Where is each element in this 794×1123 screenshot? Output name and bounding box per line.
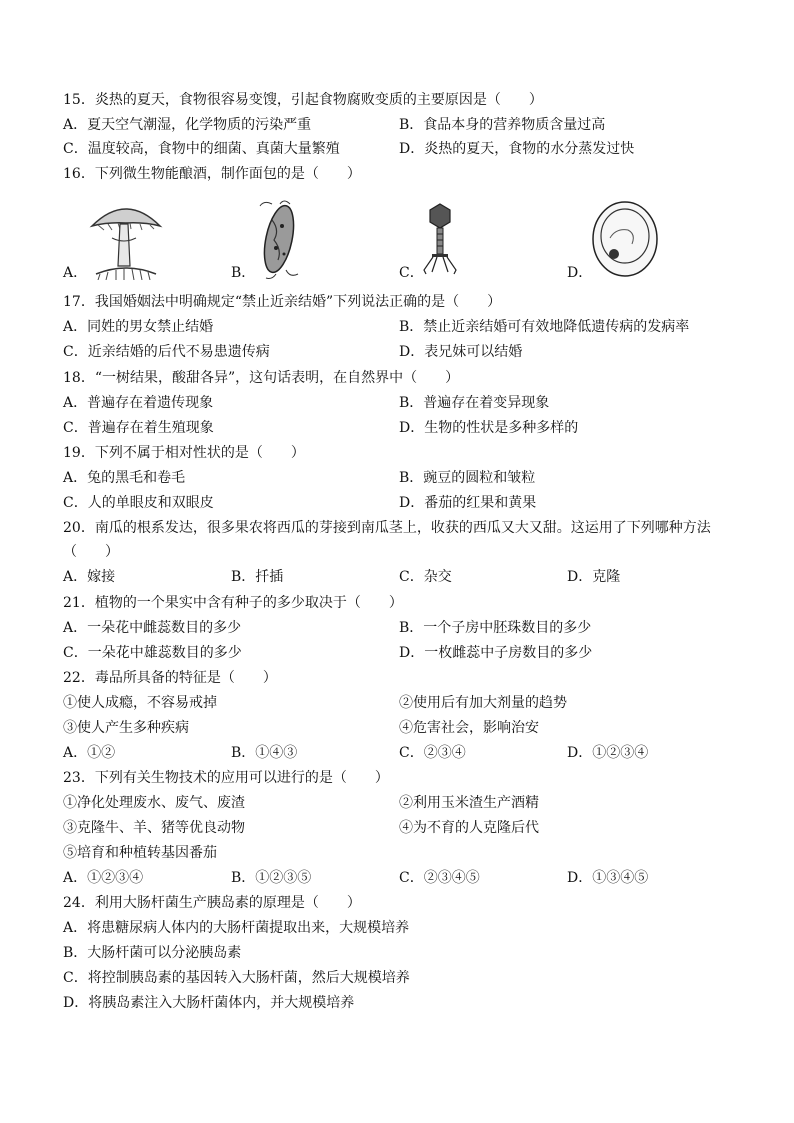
q18-option-b: B．普遍存在着变异现象 <box>399 395 550 411</box>
q22-option-d: D．①②③④ <box>567 745 649 761</box>
question-24-stem: 24．利用大肠杆菌生产胰岛素的原理是（ ） <box>63 895 361 911</box>
q18-option-d: D．生物的性状是多种多样的 <box>399 420 579 436</box>
q22-option-a: A．①② <box>63 745 116 761</box>
q19-option-c: C．人的单眼皮和双眼皮 <box>63 495 214 511</box>
question-17-stem: 17．我国婚姻法中明确规定“禁止近亲结婚”下列说法正确的是（ ） <box>63 294 502 310</box>
question-20-stem-cont: （ ） <box>63 544 119 560</box>
q19-option-a: A．兔的黑毛和卷毛 <box>63 470 186 486</box>
q15-option-c: C．温度较高，食物中的细菌、真菌大量繁殖 <box>63 141 340 157</box>
q21-option-b: B．一个子房中胚珠数目的多少 <box>399 620 592 636</box>
q15-option-d: D．炎热的夏天，食物的水分蒸发过快 <box>399 141 635 157</box>
q23-option-a: A．①②③④ <box>63 870 144 886</box>
question-18-stem: 18．“一树结果，酸甜各异”，这句话表明，在自然界中（ ） <box>63 370 460 386</box>
q23-item-2: ②利用玉米渣生产酒精 <box>399 795 539 811</box>
question-15-stem: 15．炎热的夏天，食物很容易变馊，引起食物腐败变质的主要原因是（ ） <box>63 92 543 108</box>
q23-item-5: ⑤培育和种植转基因番茄 <box>63 845 217 861</box>
q22-option-c: C．②③④ <box>399 745 466 761</box>
bacterium-icon <box>250 200 308 280</box>
question-21-stem: 21．植物的一个果实中含有种子的多少取决于（ ） <box>63 595 403 611</box>
mushroom-icon <box>86 196 166 280</box>
q24-option-b: B．大肠杆菌可以分泌胰岛素 <box>63 945 242 961</box>
q23-option-b: B．①②③⑤ <box>231 870 312 886</box>
q22-item-2: ②使用后有加大剂量的趋势 <box>399 695 567 711</box>
q19-option-b: B．豌豆的圆粒和皱粒 <box>399 470 536 486</box>
virus-icon <box>420 202 460 276</box>
q17-option-c: C．近亲结婚的后代不易患遗传病 <box>63 344 270 360</box>
q16-option-d: D． <box>567 265 593 281</box>
q16-option-c: C． <box>399 265 424 281</box>
question-16-stem: 16．下列微生物能酿酒，制作面包的是（ ） <box>63 166 361 182</box>
q23-option-c: C．②③④⑤ <box>399 870 480 886</box>
q16-option-b: B． <box>231 265 256 281</box>
q21-option-a: A．一朵花中雌蕊数目的多少 <box>63 620 242 636</box>
q22-item-3: ③使人产生多种疾病 <box>63 720 189 736</box>
question-20-stem: 20．南瓜的根系发达，很多果农将西瓜的芽接到南瓜茎上，收获的西瓜又大又甜。这运用了下列哪种方法 <box>63 520 711 536</box>
q24-option-d: D．将胰岛素注入大肠杆菌体内，并大规模培养 <box>63 995 355 1011</box>
q23-item-1: ①净化处理废水、废气、废渣 <box>63 795 245 811</box>
q21-option-d: D．一枚雌蕊中子房数目的多少 <box>399 645 593 661</box>
q24-option-a: A．将患糖尿病人体内的大肠杆菌提取出来，大规模培养 <box>63 920 410 936</box>
q17-option-d: D．表兄妹可以结婚 <box>399 344 523 360</box>
q19-option-d: D．番茄的红果和黄果 <box>399 495 537 511</box>
q18-option-c: C．普遍存在着生殖现象 <box>63 420 214 436</box>
q22-option-b: B．①④③ <box>231 745 298 761</box>
q23-item-4: ④为不育的人克隆后代 <box>399 820 539 836</box>
q20-option-d: D．克隆 <box>567 569 621 585</box>
q20-option-b: B．扦插 <box>231 569 284 585</box>
q20-option-c: C．杂交 <box>399 569 452 585</box>
q17-option-b: B．禁止近亲结婚可有效地降低遗传病的发病率 <box>399 319 690 335</box>
question-19-stem: 19．下列不属于相对性状的是（ ） <box>63 445 305 461</box>
question-23-stem: 23．下列有关生物技术的应用可以进行的是（ ） <box>63 770 389 786</box>
q21-option-c: C．一朵花中雄蕊数目的多少 <box>63 645 242 661</box>
q18-option-a: A．普遍存在着遗传现象 <box>63 395 214 411</box>
yeast-cell-icon <box>588 198 662 280</box>
q24-option-c: C．将控制胰岛素的基因转入大肠杆菌，然后大规模培养 <box>63 970 410 986</box>
q17-option-a: A．同姓的男女禁止结婚 <box>63 319 214 335</box>
q23-item-3: ③克隆牛、羊、猪等优良动物 <box>63 820 245 836</box>
q15-option-b: B．食品本身的营养物质含量过高 <box>399 117 606 133</box>
q22-item-1: ①使人成瘾，不容易戒掉 <box>63 695 217 711</box>
q16-option-a: A． <box>63 265 88 281</box>
q20-option-a: A．嫁接 <box>63 569 116 585</box>
q22-item-4: ④危害社会，影响治安 <box>399 720 539 736</box>
q15-option-a: A．夏天空气潮湿，化学物质的污染严重 <box>63 117 312 133</box>
q23-option-d: D．①③④⑤ <box>567 870 649 886</box>
question-22-stem: 22．毒品所具备的特征是（ ） <box>63 670 277 686</box>
